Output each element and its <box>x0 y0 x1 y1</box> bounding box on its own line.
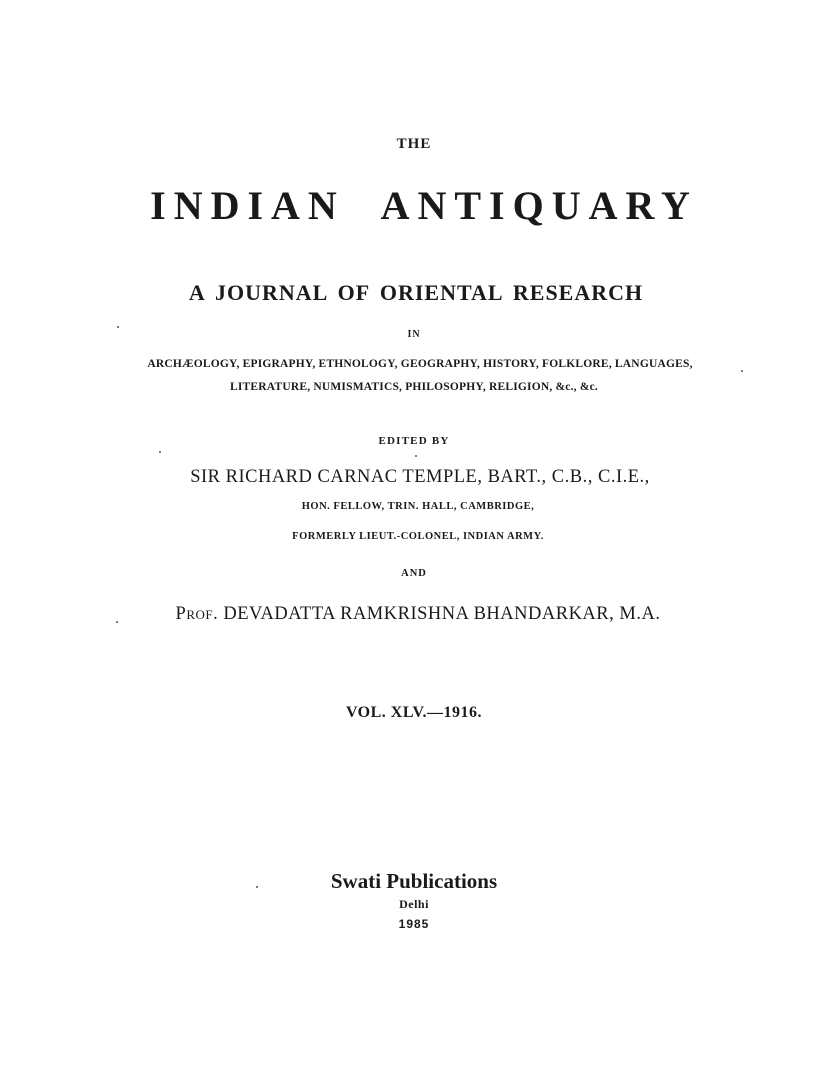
scan-speck <box>159 451 161 453</box>
scan-speck <box>117 326 119 328</box>
editor-1-affiliation-2: FORMERLY LIEUT.-COLONEL, INDIAN ARMY. <box>292 531 544 542</box>
editors-conjunction: AND <box>401 568 427 579</box>
journal-title: INDIAN ANTIQUARY <box>150 183 698 228</box>
publication-year: 1985 <box>398 917 430 931</box>
scan-speck <box>741 370 743 372</box>
scan-speck <box>415 455 417 457</box>
volume-info: VOL. XLV.—1916. <box>345 704 483 721</box>
publisher-city: Delhi <box>399 897 429 911</box>
scan-speck <box>256 886 258 888</box>
editor-1-name: SIR RICHARD CARNAC TEMPLE, BART., C.B., C.I.E., <box>190 467 650 487</box>
journal-subtitle: A JOURNAL OF ORIENTAL RESEARCH <box>188 280 644 305</box>
title-article: THE <box>396 136 432 152</box>
editor-1-affiliation-1: HON. FELLOW, TRIN. HALL, CAMBRIDGE, <box>301 501 535 512</box>
editor-2 <box>4 605 828 624</box>
subjects-line-2: LITERATURE, NUMISMATICS, PHILOSOPHY, RELIGION, &c., &c. <box>230 381 598 393</box>
scan-speck <box>116 621 118 623</box>
publisher-name: Swati Publications <box>330 869 498 893</box>
edited-by-label: EDITED BY <box>378 435 450 447</box>
editor-2-prefix: Prof. <box>175 604 219 624</box>
editor-2-name: DEVADATTA RAMKRISHNA BHANDARKAR, M.A. <box>223 604 661 624</box>
subjects-preposition: IN <box>407 329 421 340</box>
subjects-line-1: ARCHÆOLOGY, EPIGRAPHY, ETHNOLOGY, GEOGRAPHY, HISTORY, FOLKLORE, LANGUAGES, <box>147 358 693 370</box>
